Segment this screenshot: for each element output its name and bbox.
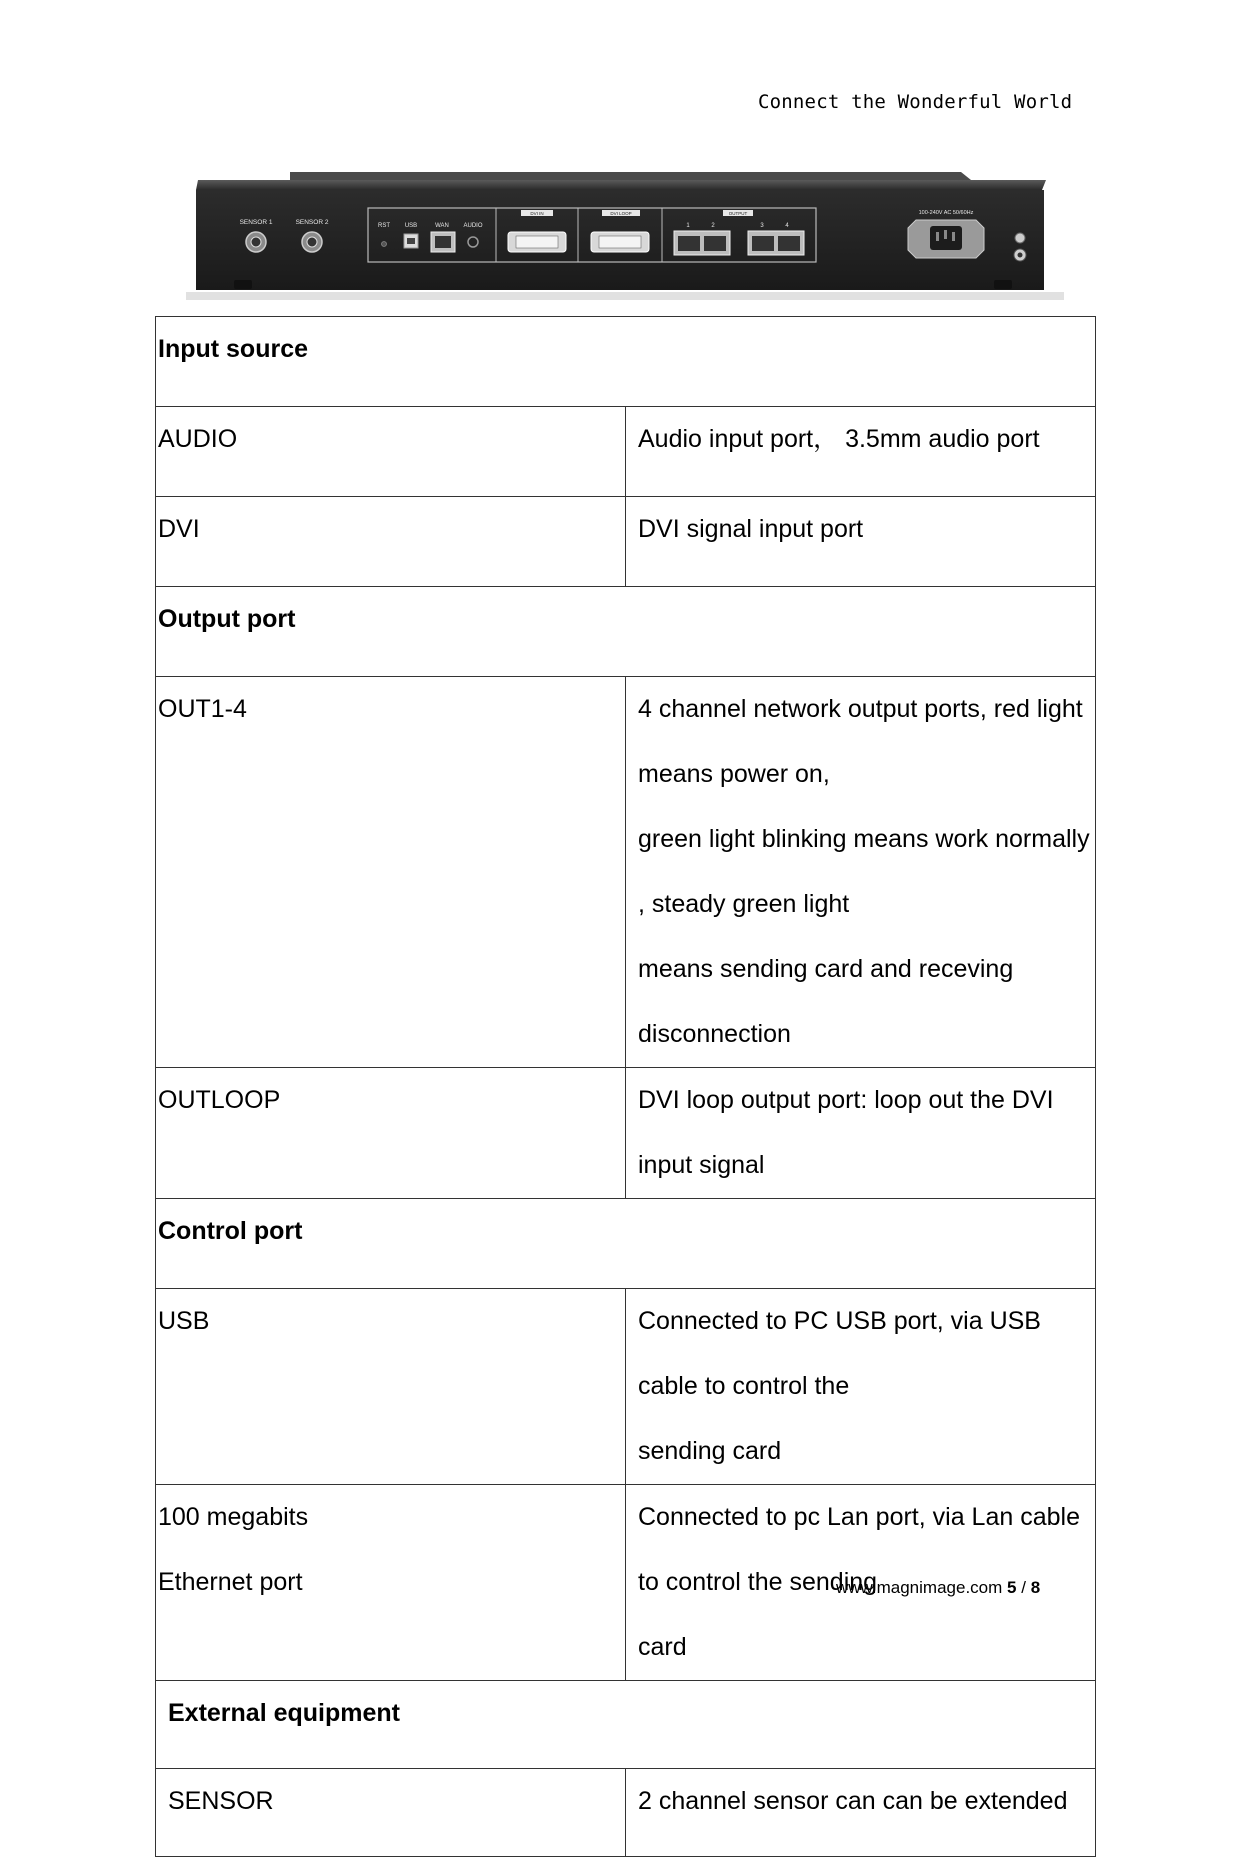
desc-line: green light blinking means work normally , steady green light [638, 825, 1090, 918]
row-desc-sensor: 2 channel sensor can can be extended [626, 1769, 1096, 1857]
wan-label: WAN [435, 223, 449, 229]
footer-website: www.magnimage.com [836, 1578, 1003, 1597]
table-row [156, 407, 1096, 497]
page-separator: / [1021, 1578, 1026, 1597]
section-control-port: Control port [156, 1199, 1096, 1289]
table-row [156, 1769, 1096, 1857]
output-3-label: 3 [760, 223, 764, 229]
desc-line: 4 channel network output ports, red light means power on, [638, 695, 1083, 788]
usb-label: USB [404, 223, 418, 229]
section-row [156, 317, 1096, 407]
row-label-usb: USB [156, 1289, 626, 1485]
row-label-dvi: DVI [156, 497, 626, 587]
section-row [156, 587, 1096, 677]
desc-line: Connected to pc Lan port, via Lan cable to control the sending [638, 1503, 1080, 1596]
dvi-loop-label: DVI LOOP [610, 211, 632, 216]
table-row [156, 497, 1096, 587]
desc-line: sending card [638, 1437, 782, 1465]
device-rear-panel-image [186, 172, 1064, 300]
sensor2-label: SENSOR 2 [295, 219, 329, 226]
row-label-ethernet [156, 1485, 626, 1681]
label-line: 100 megabits [158, 1503, 309, 1531]
row-desc-dvi: DVI signal input port [626, 497, 1096, 587]
desc-line: card [638, 1633, 687, 1661]
audio-label: AUDIO [463, 223, 483, 229]
table-row [156, 1068, 1096, 1199]
table-row [156, 677, 1096, 1068]
row-label-outloop: OUTLOOP [156, 1068, 626, 1199]
row-desc-outloop: DVI loop output port: loop out the DVI input signal [626, 1068, 1096, 1199]
output-label: OUTPUT [728, 211, 748, 216]
row-desc-audio: Audio input port， 3.5mm audio port [626, 407, 1096, 497]
section-output-port: Output port [156, 587, 1096, 677]
power-rating-label: 100-240V AC 50/60Hz [918, 210, 974, 216]
spec-table [155, 316, 1096, 1857]
section-input-source: Input source [156, 317, 1096, 407]
label-line: Ethernet port [158, 1568, 303, 1596]
dvi-in-label: DVI IN [530, 211, 544, 216]
output-4-label: 4 [785, 223, 789, 229]
table-row [156, 1289, 1096, 1485]
row-label-out1-4: OUT1-4 [156, 677, 626, 1068]
row-label-audio: AUDIO [156, 407, 626, 497]
header-tagline: Connect the Wonderful World [758, 91, 1073, 113]
desc-line: Connected to PC USB port, via USB cable to control the [638, 1307, 1041, 1400]
output-2-label: 2 [711, 223, 715, 229]
page-current: 5 [1007, 1578, 1017, 1597]
row-desc-out1-4 [626, 677, 1096, 1068]
output-1-label: 1 [686, 223, 690, 229]
sensor1-label: SENSOR 1 [239, 219, 273, 226]
section-external-equipment: External equipment [156, 1681, 1096, 1769]
rst-label: RST [378, 223, 390, 229]
row-desc-usb [626, 1289, 1096, 1485]
page-total: 8 [1030, 1578, 1041, 1597]
section-row [156, 1199, 1096, 1289]
section-row [156, 1681, 1096, 1769]
desc-line: means sending card and receving disconnection [638, 955, 1014, 1048]
page-footer [836, 1578, 1040, 1598]
row-label-sensor: SENSOR [156, 1769, 626, 1857]
